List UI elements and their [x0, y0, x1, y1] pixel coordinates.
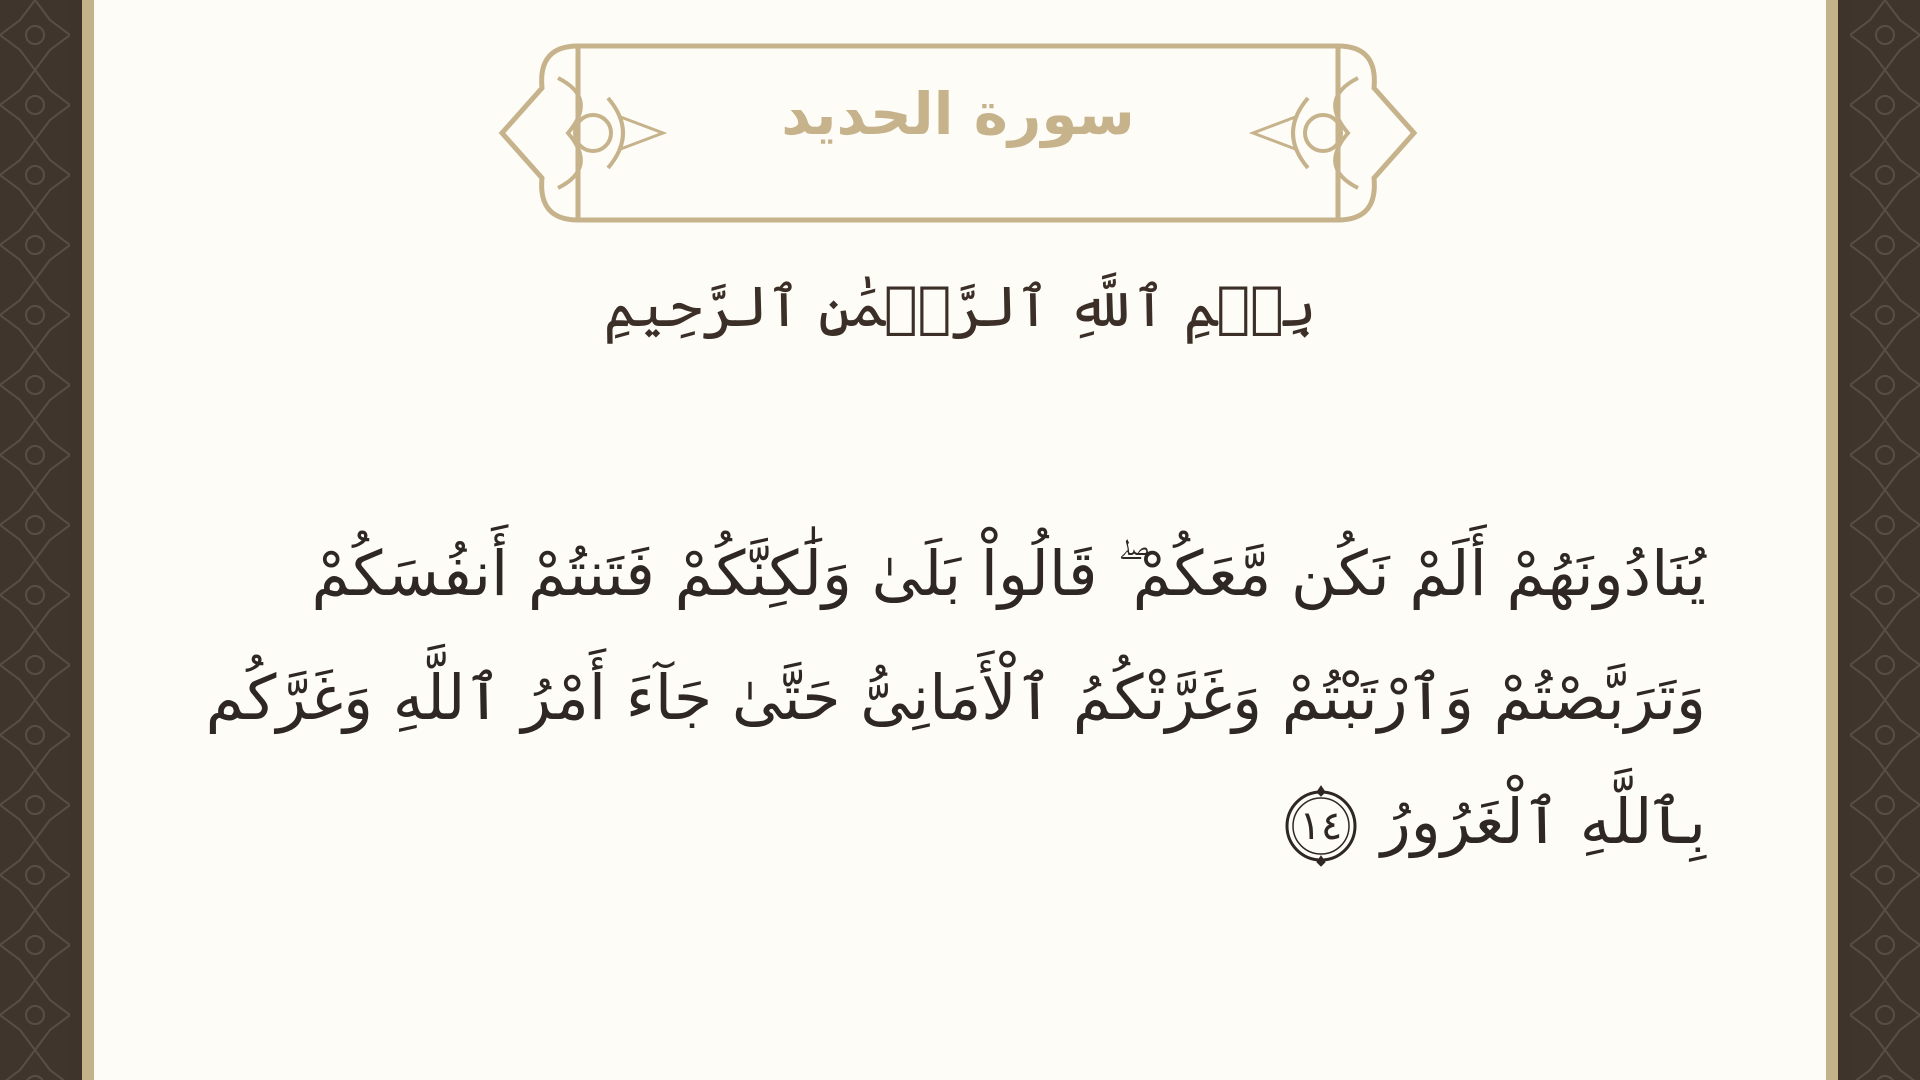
- right-gold-rule: [1826, 0, 1838, 1080]
- surah-title: سورة الحديد: [781, 80, 1135, 148]
- surah-title-frame: [498, 38, 1418, 228]
- verse-line-1: يُنَادُونَهُمْ أَلَمْ نَكُن مَّعَكُمْ ۖ قَالُواْ بَلَىٰ وَلَٰكِنَّكُمْ فَتَنتُمْ أَنفُسَكُمْ: [311, 537, 1706, 610]
- verse-line-2: وَتَرَبَّصْتُمْ وَٱرْتَبْتُمْ وَغَرَّتْكُمُ ٱلْأَمَانِىُّ حَتَّىٰ جَآءَ أَمْرُ ٱللَّهِ وَغَرَّكُم: [205, 661, 1706, 734]
- page-panel: [94, 0, 1826, 1080]
- verse-line-3-text: بِٱللَّهِ ٱلْغَرُورُ: [1380, 785, 1706, 858]
- right-pattern-border: [1850, 0, 1920, 1080]
- ayah-marker: [1279, 784, 1363, 868]
- ayah-number: ١٤: [1299, 802, 1343, 849]
- verse-line-3: [274, 760, 1706, 884]
- verse-text: [205, 512, 1706, 884]
- basmala: بِسۡمِ ٱللَّهِ ٱلرَّحۡمَٰنِ ٱلرَّحِيمِ: [603, 275, 1317, 340]
- left-pattern-border: [0, 0, 70, 1080]
- left-gold-rule: [82, 0, 94, 1080]
